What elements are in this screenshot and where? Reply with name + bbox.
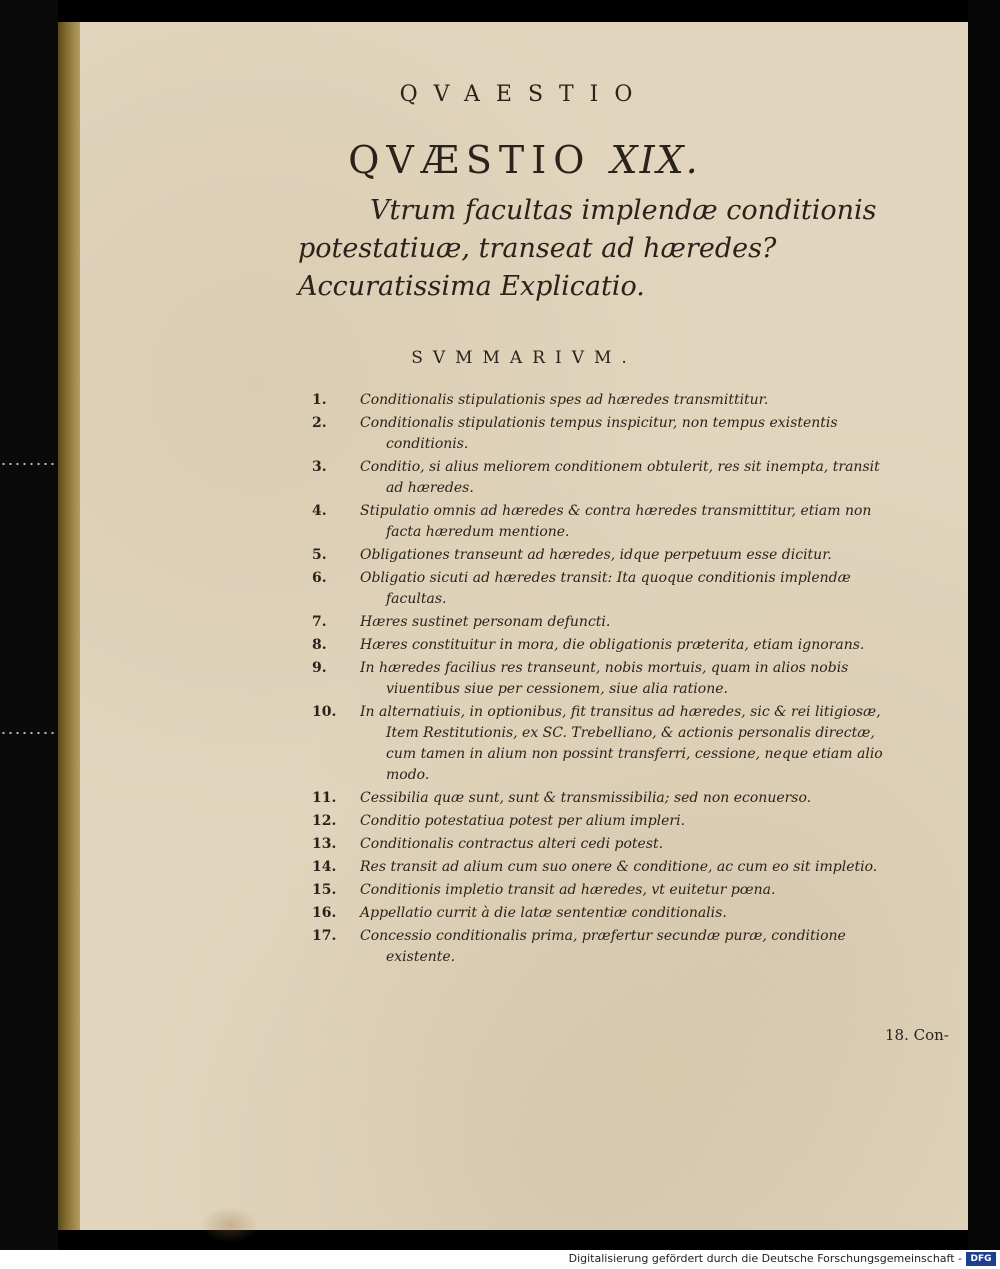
item-number: 16. — [312, 905, 337, 921]
item-text: In alternatiuis, in optionibus, fit transitus ad hæredes, sic & rei litigiosæ, Item Restitutionis, ex SC. Trebelliano, & actionis personalis directæ, cum tamen in alium non possint transferri, cessione, neque etiam alio modo. — [360, 704, 883, 783]
question-subtitle: Vtrum facultas implendæ conditionis potestatiuæ, transeat ad hæredes? Accuratissima Explicatio. — [298, 195, 877, 302]
item-number: 3. — [312, 459, 327, 475]
item-text: Hæres constituitur in mora, die obligationis præterita, etiam ignorans. — [360, 637, 865, 653]
footer-bar — [0, 1250, 1000, 1269]
dfg-logo: DFG — [966, 1252, 996, 1266]
title-number: XIX. — [610, 138, 700, 182]
scan-dot-row — [0, 462, 58, 466]
item-text: Conditionalis stipulationis tempus inspicitur, non tempus existentis conditionis. — [360, 415, 838, 452]
item-text: Appellatio currit à die latæ sententiæ conditionalis. — [360, 905, 727, 921]
item-text: In hæredes facilius res transeunt, nobis mortuis, quam in alios nobis viuentibus siue per cessionem, siue alia ratione. — [360, 660, 849, 697]
summary-item — [312, 501, 887, 543]
summary-item — [312, 635, 887, 656]
summary-item — [312, 880, 887, 901]
item-text: Hæres sustinet personam defuncti. — [360, 614, 611, 630]
item-text: Concessio conditionalis prima, præfertur secundæ puræ, conditione existente. — [360, 928, 846, 965]
summary-item — [312, 903, 887, 924]
item-number: 7. — [312, 614, 327, 630]
item-text: Conditio potestatiua potest per alium impleri. — [360, 813, 686, 829]
catchword: 18. Con- — [885, 1026, 949, 1044]
summary-heading: SVMMARIVM. — [411, 348, 637, 368]
item-text: Res transit ad alium cum suo onere & conditione, ac cum eo sit impletio. — [360, 859, 878, 875]
item-text: Obligatio sicuti ad hæredes transit: Ita quoque conditionis implendæ facultas. — [360, 570, 851, 607]
item-number: 11. — [312, 790, 337, 806]
item-number: 6. — [312, 570, 327, 586]
item-number: 12. — [312, 813, 337, 829]
summary-item — [312, 457, 887, 499]
summary-item — [312, 413, 887, 455]
summary-item — [312, 857, 887, 878]
summary-item — [312, 545, 887, 566]
page-binding-edge — [58, 22, 80, 1230]
item-number: 5. — [312, 547, 327, 563]
item-number: 17. — [312, 928, 337, 944]
scan-dot-row — [0, 731, 58, 735]
paper-stain — [200, 1207, 260, 1243]
item-number: 9. — [312, 660, 327, 676]
item-text: Stipulatio omnis ad hæredes & contra hæredes transmittitur, etiam non facta hæredum mentione. — [360, 503, 872, 540]
summary-item — [312, 811, 887, 832]
item-text: Conditionalis stipulationis spes ad hæredes transmittitur. — [360, 392, 769, 408]
item-number: 14. — [312, 859, 337, 875]
summary-item — [312, 788, 887, 809]
summary-item — [312, 658, 887, 700]
book-page — [80, 22, 968, 1230]
footer-credit: Digitalisierung gefördert durch die Deutsche Forschungsgemeinschaft - — [568, 1252, 962, 1265]
page-title — [80, 138, 968, 182]
summary-item — [312, 612, 887, 633]
summary-list — [312, 390, 887, 970]
item-number: 1. — [312, 392, 327, 408]
summary-item — [312, 702, 887, 786]
item-number: 8. — [312, 637, 327, 653]
item-number: 4. — [312, 503, 327, 519]
running-head: QVAESTIO — [399, 82, 649, 107]
summary-item — [312, 834, 887, 855]
item-text: Obligationes transeunt ad hæredes, idque perpetuum esse dicitur. — [360, 547, 832, 563]
scan-left-border — [0, 0, 58, 1250]
item-number: 15. — [312, 882, 337, 898]
item-text: Conditio, si alius meliorem conditionem obtulerit, res sit inempta, transit ad hæredes. — [360, 459, 880, 496]
item-text: Cessibilia quæ sunt, sunt & transmissibilia; sed non econuerso. — [360, 790, 812, 806]
item-number: 13. — [312, 836, 337, 852]
scan-right-border — [968, 0, 1000, 1250]
item-text: Conditionalis contractus alteri cedi potest. — [360, 836, 664, 852]
summary-item — [312, 390, 887, 411]
item-text: Conditionis impletio transit ad hæredes, vt euitetur pœna. — [360, 882, 776, 898]
summary-item — [312, 926, 887, 968]
item-number: 2. — [312, 415, 327, 431]
title-main: QVÆSTIO — [348, 138, 592, 182]
item-number: 10. — [312, 704, 337, 720]
summary-item — [312, 568, 887, 610]
